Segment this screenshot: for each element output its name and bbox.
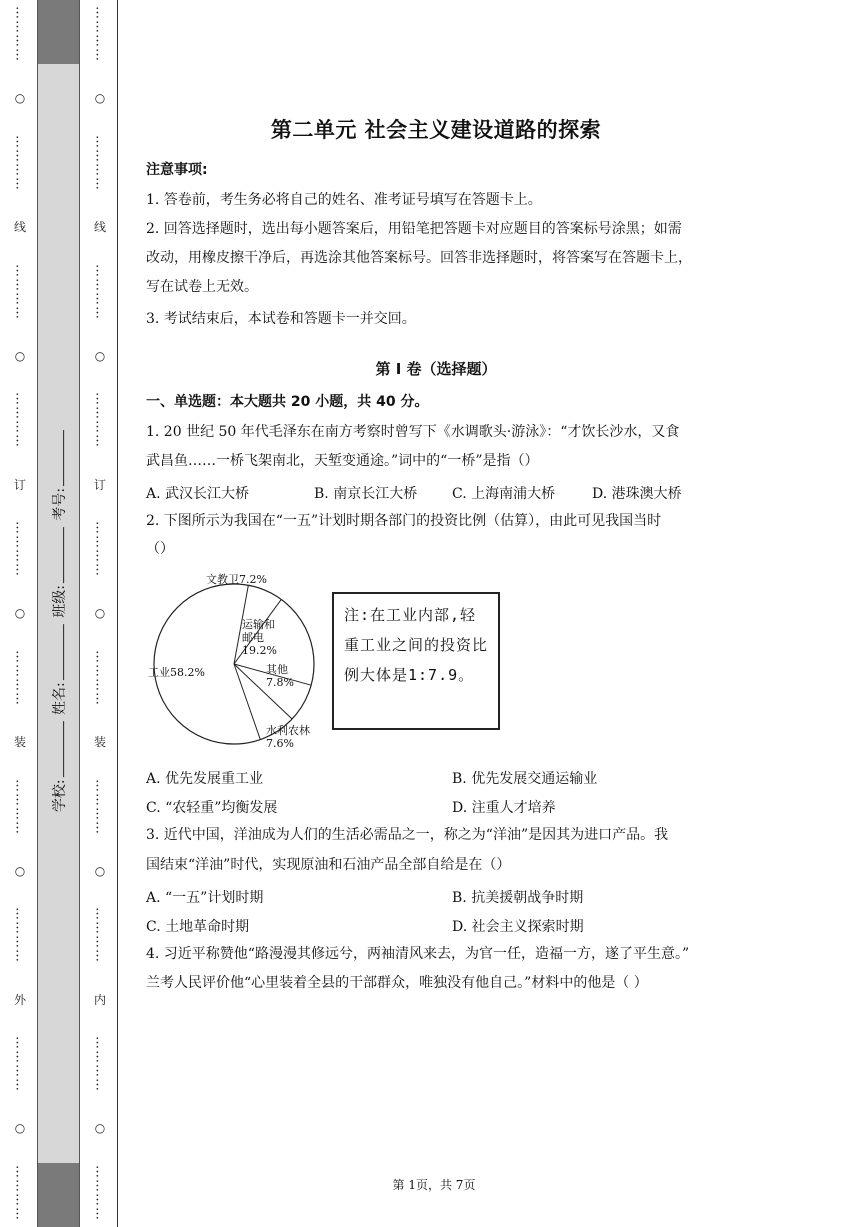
q3-option-b[interactable]: B. 抗美援朝战争时期 [452,890,584,906]
binding-mark: 订 [93,477,106,492]
name-label: 姓名: [52,682,69,715]
q1-option-c[interactable]: C. 上海南浦大桥 [452,486,556,502]
pie-label-4: 水利农林 7.6% [266,724,310,750]
binding-mark: ○ [94,606,106,621]
notes-line: 3. 考试结束后，本试卷和答题卡一并交回。 [146,311,416,327]
binding-mark: ○ [94,1121,106,1136]
student-info-fields [44,400,74,840]
binding-dots: ………… [12,1164,28,1221]
binding-mark: 装 [13,735,26,750]
binding-dots: ………… [12,263,28,320]
strip-bottom-block [38,1163,79,1227]
q2-option-d[interactable]: D. 注重人才培养 [452,800,556,816]
binding-mark: ○ [14,606,26,621]
q2-option-a[interactable]: A. 优先发展重工业 [146,771,264,787]
binding-mark: ○ [94,348,106,363]
binding-mark: 线 [93,220,106,235]
binding-outer-column [2,0,38,1227]
q4-line1: 4. 习近平称赞他“路漫漫其修远兮，两袖清风来去，为官一任，造福一方，遂了平生意。” [146,946,690,962]
binding-mark: ○ [94,91,106,106]
investment-pie-chart [146,566,336,766]
binding-mark: ○ [14,1121,26,1136]
notes-line: 1. 答卷前，考生务必将自己的姓名、准考证号填写在答题卡上。 [146,192,542,208]
binding-dots: ………… [12,1036,28,1092]
pie-label-0: 工业58.2% [148,666,205,679]
binding-dots: ………… [12,392,28,449]
pie-label-2: 运输和邮电 19.2% [242,618,277,657]
q1-option-d[interactable]: D. 港珠澳大桥 [592,486,682,502]
notes-line: 写在试卷上无效。 [146,279,258,295]
binding-dots: ………… [92,649,108,706]
binding-dots: ………… [92,907,108,964]
binding-edge-line [117,0,118,1227]
section-heading: 一、单选题：本大题共 20 小题，共 40 分。 [146,394,429,410]
binding-dots: ………… [92,521,108,577]
class-label: 班级: [52,585,69,618]
exam-no-label: 考号: [52,487,69,521]
binding-dots: ………… [92,778,108,835]
binding-dots: ………… [92,263,108,320]
pie-svg [146,566,336,766]
binding-mark: 线 [13,220,26,235]
school-field[interactable] [51,721,64,777]
notes-line: 改动，用橡皮擦干净后，再选涂其他答案标号。回答非选择题时，将答案写在答题卡上， [146,250,692,266]
binding-dots: ………… [12,134,28,191]
q1-option-b[interactable]: B. 南京长江大桥 [314,486,418,502]
binding-mark: 内 [93,992,106,1007]
page-footer: 第 1页，共 7页 [392,1178,476,1192]
binding-dots: ………… [92,134,108,191]
notes-heading: 注意事项: [146,162,208,178]
binding-dots: ………… [12,649,28,706]
school-label: 学校: [52,779,69,813]
binding-inner-column [82,0,118,1227]
binding-dots: ………… [12,778,28,835]
binding-mark: 装 [93,735,106,750]
q2-line2: （） [146,541,174,557]
binding-dots: ………… [92,1164,108,1221]
page-title: 第二单元 社会主义建设道路的探索 [270,118,602,142]
binding-dots: ………… [12,907,28,964]
q1-line1: 1. 20 世纪 50 年代毛泽东在南方考察时曾写下《水调歌头·游泳》：“才饮长沙水，又食 [146,424,680,440]
q4-line2: 兰考人民评价他“心里装着全县的干部群众，唯独没有他自己。”材料中的他是（ ） [146,975,648,991]
binding-mark: 订 [13,477,26,492]
q2-option-b[interactable]: B. 优先发展交通运输业 [452,771,598,787]
pie-label-1: 文教卫7.2% [206,573,267,586]
binding-mark: ○ [94,863,106,878]
class-field[interactable] [51,527,64,583]
strip-top-block [38,0,79,64]
q3-line1: 3. 近代中国，洋油成为人们的生活必需品之一，称之为“洋油”是因其为进口产品。我 [146,827,669,843]
binding-mark: ○ [14,91,26,106]
binding-dots: ………… [92,6,108,62]
q3-option-d[interactable]: D. 社会主义探索时期 [452,919,584,935]
q3-line2: 国结束“洋油”时代，实现原油和石油产品全部自给是在（） [146,857,511,873]
binding-dots: ………… [12,6,28,62]
chart-note-box: 注:在工业内部,轻重工业之间的投资比例大体是1:7.9。 [332,592,500,730]
q1-option-a[interactable]: A. 武汉长江大桥 [146,486,250,502]
part-title: 第 I 卷（选择题） [375,360,497,378]
q2-option-c[interactable]: C. “农轻重”均衡发展 [146,800,278,816]
binding-dots: ………… [92,392,108,449]
binding-mark: ○ [14,863,26,878]
q3-option-c[interactable]: C. 土地革命时期 [146,919,250,935]
pie-label-3: 其他 7.8% [266,663,294,689]
binding-dots: ………… [12,521,28,577]
q2-line1: 2. 下图所示为我国在“一五”计划时期各部门的投资比例（估算），由此可见我国当时 [146,513,662,529]
binding-dots: ………… [92,1036,108,1092]
exam-no-field[interactable] [51,430,64,486]
binding-mark: 外 [13,992,26,1007]
name-field[interactable] [51,624,64,680]
notes-line: 2. 回答选择题时，选出每小题答案后，用铅笔把答题卡对应题目的答案标号涂黑；如需 [146,221,682,237]
q1-line2: 武昌鱼……一桥飞架南北，天堑变通途。”词中的“一桥”是指（） [146,453,539,469]
binding-mark: ○ [14,348,26,363]
q3-option-a[interactable]: A. “一五”计划时期 [146,890,264,906]
